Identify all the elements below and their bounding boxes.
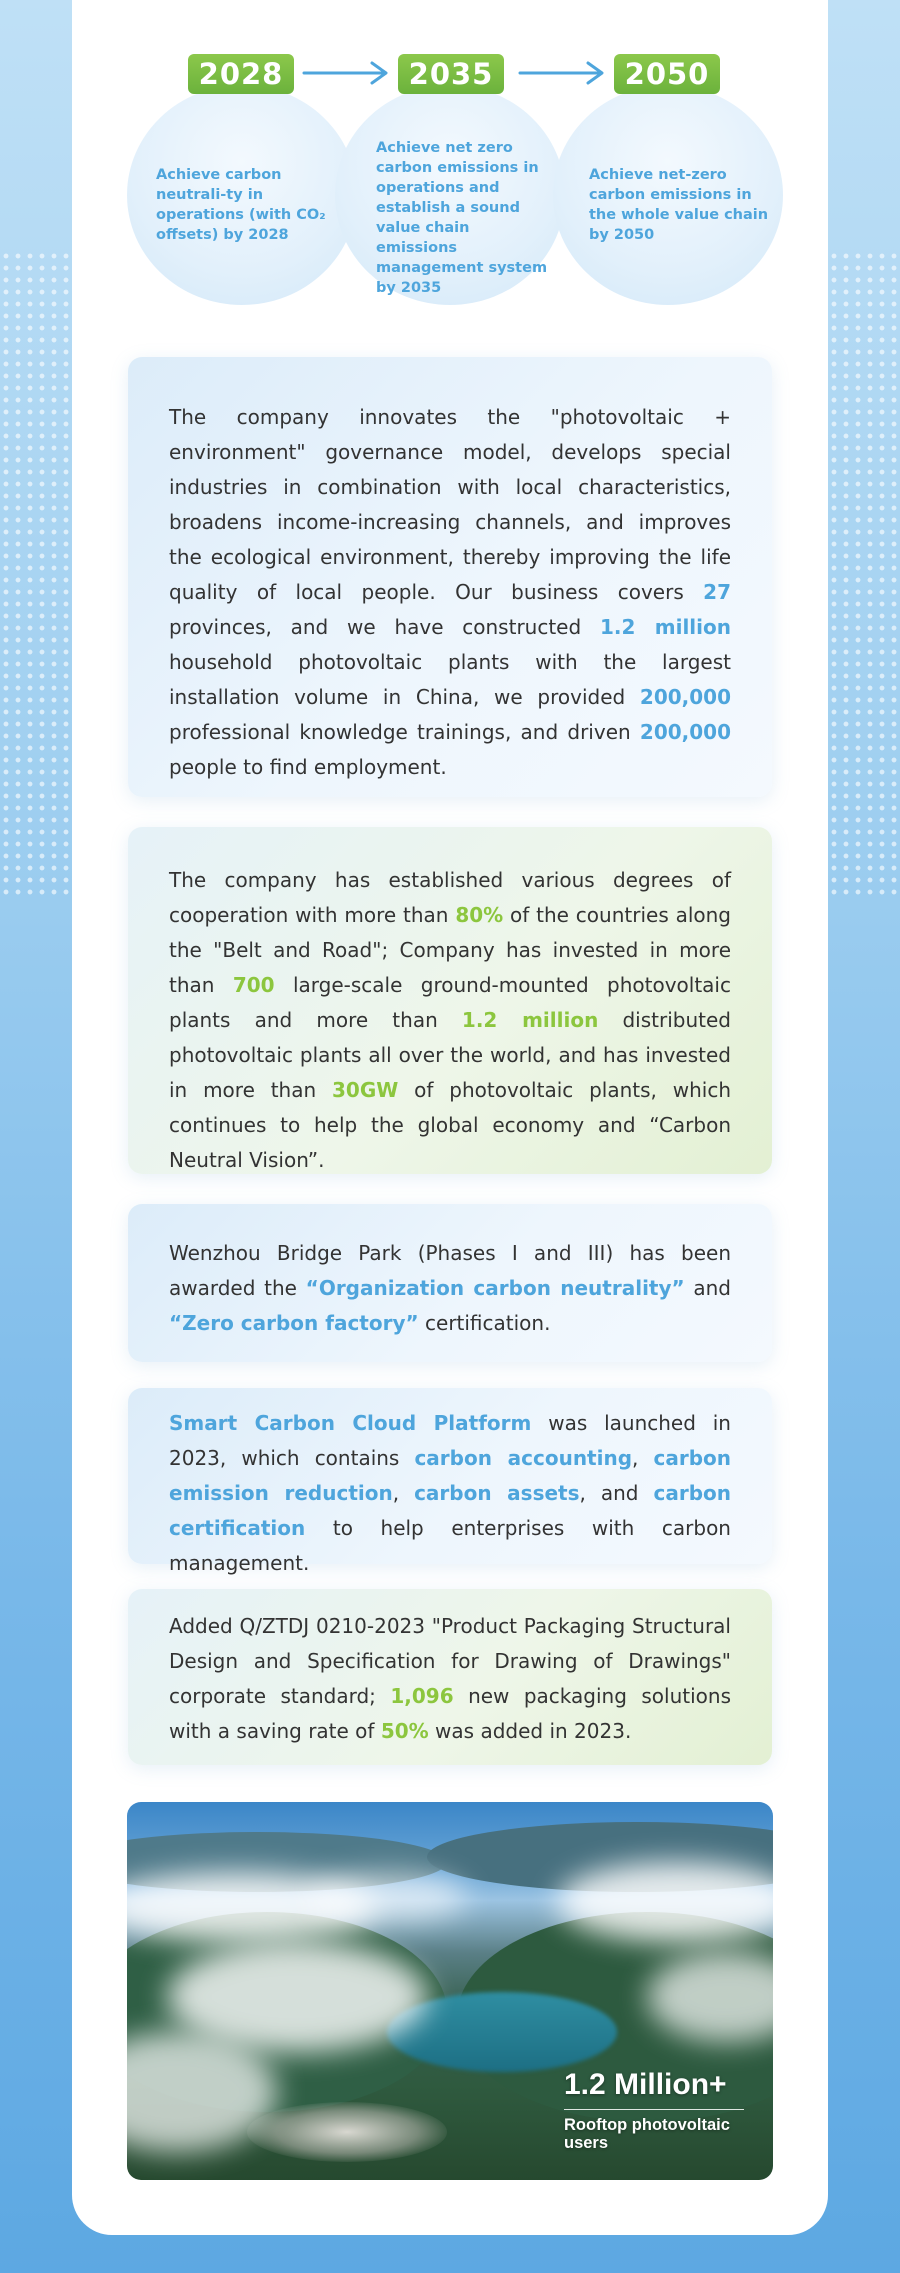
stat-value: 1.2 Million+ bbox=[564, 2068, 727, 2101]
info-card-smart-carbon-cloud bbox=[128, 1388, 772, 1575]
card-text: The company has established various degrees of cooperation with more than 80% of the countries along the "Belt and Road"; Company has invested in more than 700 large-scale ground-mounted photovoltaic plants and more than 1.2 million distributed photovoltaic plants all over the world, and has invested in more than 30GW of photovoltaic plants, which continues to help the global economy and “Carbon Neutral Vision”. bbox=[169, 868, 731, 1172]
info-card-local-impact bbox=[128, 357, 772, 797]
milestone-description: Achieve net-zero carbon emissions in the whole value chain by 2050 bbox=[589, 167, 769, 243]
divider bbox=[564, 2109, 744, 2110]
milestone-year: 2028 bbox=[188, 54, 294, 94]
card-text: Added Q/ZTDJ 0210-2023 "Product Packaging Structural Design and Specification for Drawing of Drawings" corporate standard; 1,096 new packaging solutions with a saving rate of 50% was added in 2023. bbox=[169, 1614, 731, 1743]
milestone-year: 2035 bbox=[398, 54, 504, 94]
stat-label: Rooftop photovoltaic users bbox=[564, 2116, 730, 2152]
decorative-dot-pattern-right bbox=[828, 250, 900, 900]
info-card-certification bbox=[128, 1204, 772, 1362]
milestone-year: 2050 bbox=[614, 54, 720, 94]
card-text: Smart Carbon Cloud Platform was launched in 2023, which contains carbon accounting, carbon emission reduction, carbon assets, and carbon certification to help enterprises with carbon management. bbox=[169, 1411, 732, 1575]
cloud bbox=[307, 1872, 467, 1922]
landscape-photo bbox=[127, 1802, 773, 2180]
milestone-description: Achieve net zero carbon emissions in operations and establish a sound value chain emissions management system by 2035 bbox=[376, 140, 548, 296]
card-text: The company innovates the "photovoltaic + environment" governance model, develops special industries in combination with local characteristics, broadens income-increasing channels, and improves the ecological environment, thereby improving the life quality of local people. Our business covers 27 provinces, and we have constructed 1.2 million household photovoltaic plants with the largest installation volume in China, we provided 200,000 professional knowledge trainings, and driven 200,000 people to find employment. bbox=[169, 405, 731, 779]
village bbox=[247, 2102, 447, 2162]
milestone-description: Achieve carbon neutrali-ty in operations (with CO₂ offsets) by 2028 bbox=[156, 167, 326, 243]
decorative-dot-pattern-left bbox=[0, 250, 72, 900]
info-card-packaging bbox=[128, 1589, 772, 1765]
info-card-global-investment bbox=[128, 827, 772, 1174]
arrow-right-icon bbox=[302, 60, 392, 86]
arrow-right-icon bbox=[518, 60, 608, 86]
card-text: Wenzhou Bridge Park (Phases I and III) has been awarded the “Organization carbon neutrality” and “Zero carbon factory” certification. bbox=[169, 1241, 732, 1335]
